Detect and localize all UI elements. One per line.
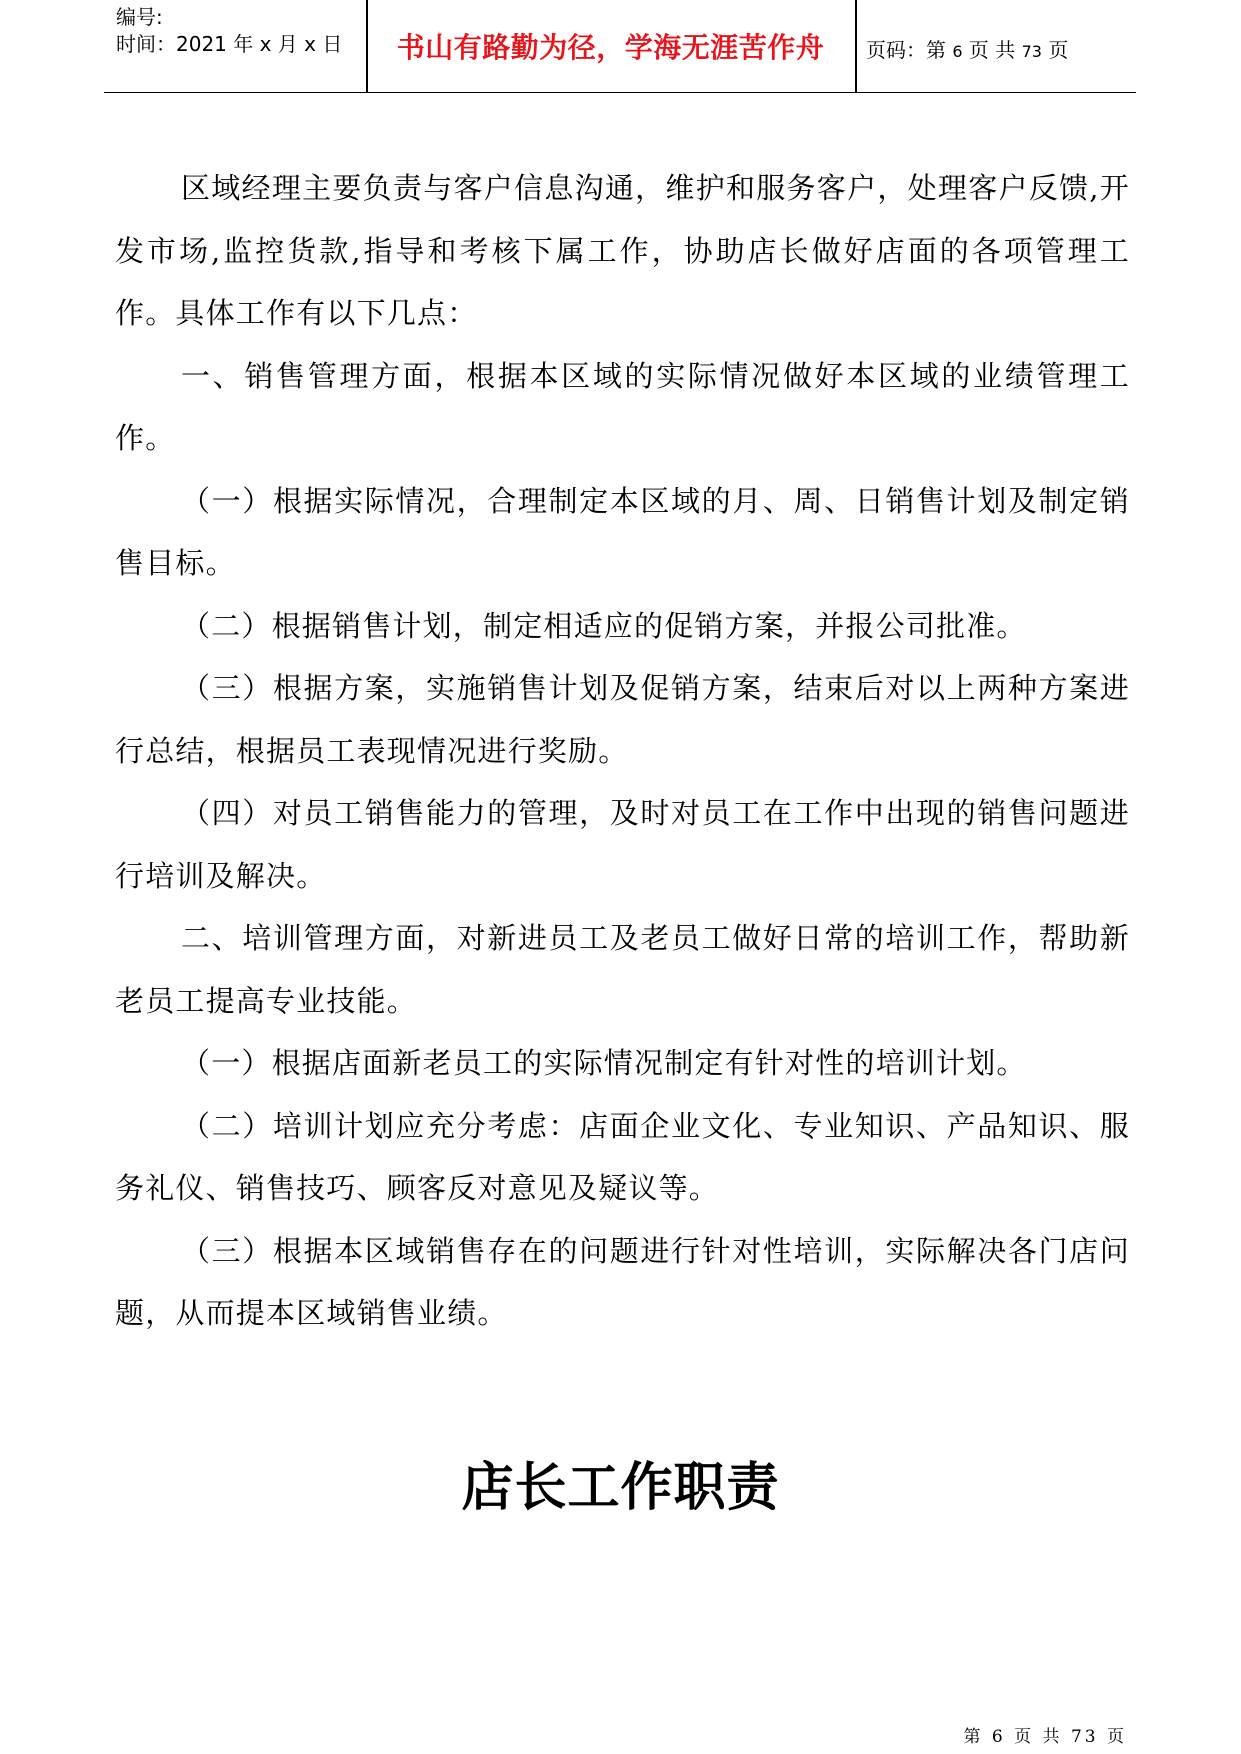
paragraph-sales-management: 一、销售管理方面，根据本区域的实际情况做好本区域的业绩管理工作。 bbox=[115, 358, 1130, 455]
page-footer: 第 6 页 共 73 页 bbox=[963, 1727, 1127, 1747]
paragraph-sales-item-4: （四）对员工销售能力的管理，及时对员工在工作中出现的销售问题进行培训及解决。 bbox=[115, 796, 1130, 893]
document-time-label: 时间：2021 年 x 月 x 日 bbox=[116, 32, 343, 56]
paragraph-sales-item-2: （二）根据销售计划，制定相适应的促销方案，并报公司批准。 bbox=[181, 608, 1027, 643]
header-divider-right bbox=[855, 0, 857, 93]
document-body bbox=[115, 157, 1130, 1345]
paragraph-training-item-3: （三）根据本区域销售存在的问题进行针对性培训，实际解决各门店问题，从而提本区域销售业绩。 bbox=[115, 1233, 1130, 1330]
page-number: 6 bbox=[952, 42, 963, 61]
paragraph-training-item-2: （二）培训计划应充分考虑：店面企业文化、专业知识、产品知识、服务礼仪、销售技巧、顾客反对意见及疑议等。 bbox=[115, 1108, 1130, 1205]
document-number-label: 编号: bbox=[116, 5, 163, 29]
paragraph-sales-item-3: （三）根据方案，实施销售计划及促销方案，结束后对以上两种方案进行总结，根据员工表现情况进行奖励。 bbox=[115, 671, 1130, 768]
page-suffix: 页 bbox=[1048, 38, 1069, 62]
paragraph-sales-item-1: （一）根据实际情况，合理制定本区域的月、周、日销售计划及制定销售目标。 bbox=[115, 483, 1130, 580]
page-middle: 页 共 bbox=[968, 38, 1016, 62]
section-title: 店长工作职责 bbox=[461, 1457, 780, 1518]
page-header bbox=[104, 0, 1136, 93]
paragraph-intro: 区域经理主要负责与客户信息沟通，维护和服务客户，处理客户反馈,开发市场,监控货款,指导和考核下属工作，协助店长做好店面的各项管理工作。具体工作有以下几点： bbox=[115, 171, 1130, 330]
paragraph-training-item-1: （一）根据店面新老员工的实际情况制定有针对性的培训计划。 bbox=[181, 1046, 1027, 1080]
header-meta bbox=[116, 4, 364, 58]
header-motto: 书山有路勤为径，学海无涯苦作舟 bbox=[396, 31, 825, 64]
page-total: 73 bbox=[1021, 42, 1042, 61]
paragraph-training-management: 二、培训管理方面，对新进员工及老员工做好日常的培训工作，帮助新老员工提高专业技能。 bbox=[115, 921, 1130, 1018]
header-page-indicator bbox=[866, 34, 1068, 63]
page-prefix: 页码：第 bbox=[866, 38, 946, 62]
